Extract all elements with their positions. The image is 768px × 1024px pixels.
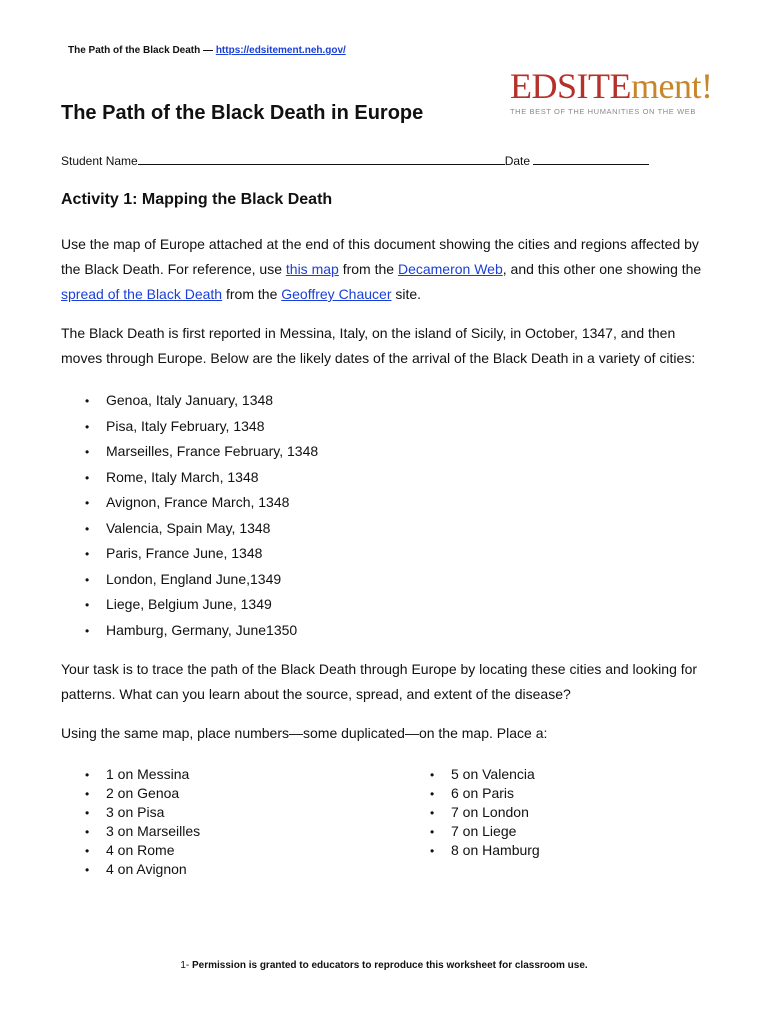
city-list-item-text: Liege, Belgium June, 1349 [106, 596, 272, 612]
bullet-icon: • [430, 768, 435, 782]
date-label: Date [504, 154, 531, 168]
city-list-item-text: Hamburg, Germany, June1350 [106, 621, 298, 638]
header-doc-title: The Path of the Black Death — [68, 45, 214, 56]
placement-item-text: 7 on London [451, 804, 529, 820]
city-list-item-text: Pisa, Italy February, 1348 [106, 417, 265, 434]
bullet-icon: • [85, 470, 90, 485]
header-url-link[interactable]: https://edsitement.neh.gov/ [215, 45, 346, 56]
logo-tagline: THE BEST OF THE HUMANITIES ON THE WEB [510, 107, 696, 116]
intro-paragraph [61, 232, 711, 307]
placement-item-text: 4 on Avignon [106, 861, 187, 877]
placement-item [61, 765, 361, 784]
date-blank[interactable] [533, 152, 649, 165]
placement-item [406, 765, 706, 784]
city-list-item-text: Genoa, Italy January, 1348 [106, 392, 274, 408]
city-list-item [61, 516, 461, 542]
spread-of-black-death-link[interactable]: spread of the Black Death [61, 286, 223, 302]
intro-text-5: site. [391, 286, 422, 302]
context-paragraph: The Black Death is first reported in Messina, Italy, on the island of Sicily, in October, 1347, and then moves through Europe. Below are the likely dates of the arrival of the Black Death in a variety of cities: [61, 325, 696, 366]
city-list-item [61, 388, 461, 414]
bullet-icon: • [85, 598, 90, 612]
placement-item [406, 822, 706, 841]
placement-list-left [61, 765, 361, 879]
placement-item-text: 3 on Marseilles [106, 823, 201, 839]
activity-heading: Activity 1: Mapping the Black Death [61, 191, 333, 208]
bullet-icon: • [85, 572, 90, 587]
bullet-icon: • [430, 844, 435, 858]
student-name-blank[interactable] [138, 152, 505, 165]
instruction-paragraph: Using the same map, place numbers—some duplicated—on the map. Place a: [61, 725, 548, 741]
city-list-item-text: Rome, Italy March, 1348 [106, 468, 259, 485]
task-paragraph: Your task is to trace the path of the Black Death through Europe by locating these cities and looking for patterns. What can you learn about the source, spread, and extent of the disease? [61, 661, 698, 702]
decameron-web-link[interactable]: Decameron Web [397, 261, 503, 277]
edsitement-logo [510, 68, 725, 116]
bullet-icon: • [85, 445, 90, 459]
bullet-icon: • [85, 863, 90, 877]
placement-item [406, 803, 706, 822]
placement-item [61, 784, 361, 803]
bullet-icon: • [85, 547, 90, 561]
logo-wordmark [510, 68, 725, 104]
placement-item-text: 2 on Genoa [106, 785, 180, 801]
placement-item-text: 7 on Liege [451, 823, 517, 839]
city-list-item-text: Paris, France June, 1348 [106, 545, 263, 561]
bullet-icon: • [85, 768, 90, 782]
placement-item-text: 1 on Messina [106, 766, 190, 782]
geoffrey-chaucer-link[interactable]: Geoffrey Chaucer [281, 286, 392, 302]
bullet-icon: • [430, 806, 435, 820]
placement-item-text: 6 on Paris [451, 785, 515, 801]
bullet-icon: • [85, 496, 90, 510]
footer-permission-text: Permission is granted to educators to reproduce this worksheet for classroom use. [189, 960, 588, 971]
bullet-icon: • [85, 521, 90, 536]
bullet-icon: • [85, 787, 90, 801]
this-map-link[interactable]: this map [285, 261, 339, 277]
intro-text-2: from the [338, 261, 398, 277]
city-list-item [61, 567, 461, 593]
placement-item [61, 841, 361, 860]
placement-item [61, 860, 361, 879]
placement-item [61, 803, 361, 822]
placement-item [61, 822, 361, 841]
placement-item [406, 841, 706, 860]
city-list-item [61, 465, 461, 491]
city-list-item-text: London, England June,1349 [106, 570, 282, 587]
intro-text-1: Use the map of Europe attached at the end of this document showing the cities and regions affected by the Black Death. For reference, use [61, 236, 699, 277]
city-list-item [61, 592, 461, 618]
city-list-item-text: Valencia, Spain May, 1348 [106, 519, 271, 536]
city-list-item [61, 439, 461, 465]
bullet-icon: • [430, 825, 435, 839]
bullet-icon: • [85, 844, 90, 858]
running-header [68, 45, 346, 56]
bullet-icon: • [85, 623, 90, 638]
footer-page-number: 1- [180, 960, 190, 971]
bullet-icon: • [85, 806, 90, 820]
page-title: The Path of the Black Death in Europe [61, 102, 424, 124]
logo-wordmark-part2: ment! [630, 66, 713, 106]
city-list-item [61, 414, 461, 440]
city-list-item [61, 490, 461, 516]
logo-wordmark-part1: EDSITE [510, 66, 631, 106]
placement-item-text: 4 on Rome [106, 842, 175, 858]
city-list-item-text: Marseilles, France February, 1348 [106, 443, 319, 459]
page-footer [0, 960, 768, 971]
city-list-item-text: Avignon, France March, 1348 [106, 494, 290, 510]
bullet-icon: • [85, 394, 90, 408]
placement-item [406, 784, 706, 803]
placement-item-text: 8 on Hamburg [451, 842, 540, 858]
city-list-item [61, 541, 461, 567]
student-info-line [61, 152, 649, 168]
placement-list-right [406, 765, 706, 860]
bullet-icon: • [85, 825, 90, 839]
bullet-icon: • [430, 787, 435, 801]
student-name-label: Student Name [61, 154, 138, 168]
city-arrival-list [61, 388, 461, 643]
city-list-item [61, 618, 461, 644]
intro-text-4: from the [222, 286, 282, 302]
bullet-icon: • [85, 419, 90, 434]
intro-text-3: , and this other one showing the [502, 261, 702, 277]
placement-item-text: 5 on Valencia [451, 766, 535, 782]
placement-item-text: 3 on Pisa [106, 804, 165, 820]
